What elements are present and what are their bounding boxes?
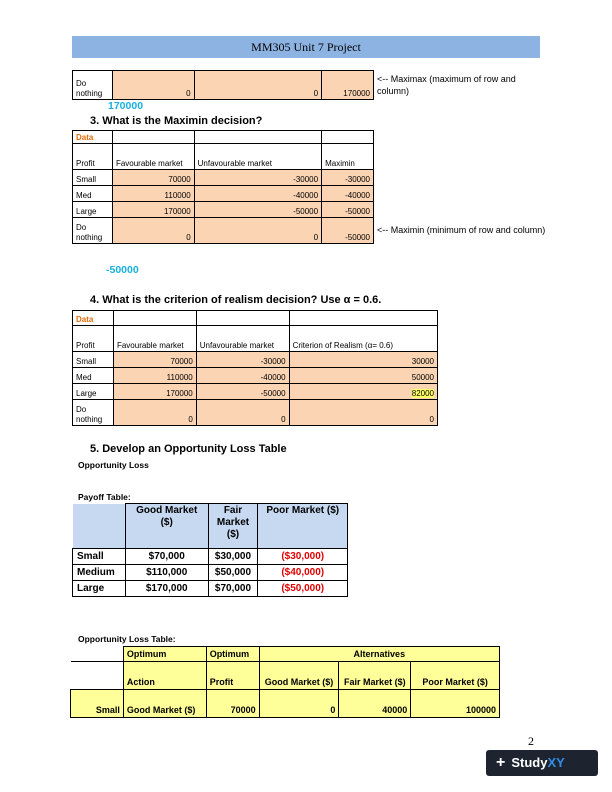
col-header: Alternatives — [259, 647, 499, 662]
payoff-title: Payoff Table: — [78, 492, 131, 502]
cell: 0 — [113, 400, 196, 426]
col-header: Profit — [206, 662, 259, 690]
cell: -40000 — [196, 368, 289, 384]
opportunity-loss-table — [70, 646, 500, 718]
cell: Good Market ($) — [123, 690, 206, 718]
data-label: Data — [73, 311, 114, 326]
cell: $170,000 — [125, 581, 208, 597]
cell: 100000 — [411, 690, 500, 718]
page-header: MM305 Unit 7 Project — [72, 36, 540, 58]
col-header: Fair Market ($) — [208, 504, 258, 549]
col-header: Favourable market — [112, 144, 194, 170]
cell: $70,000 — [125, 549, 208, 565]
cell: 70000 — [206, 690, 259, 718]
col-header: Profit — [73, 326, 114, 352]
col-header: Criterion of Realism (α= 0.6) — [289, 326, 437, 352]
cell: $110,000 — [125, 565, 208, 581]
maximax-table-tail — [72, 70, 374, 100]
col-header: Maximin — [322, 144, 374, 170]
col-header: Optimum — [206, 647, 259, 662]
cell: 170000 — [112, 202, 194, 218]
cell: $50,000 — [208, 565, 258, 581]
cell: 0 — [194, 71, 321, 100]
page-number: 2 — [528, 734, 534, 748]
cell: 50000 — [289, 368, 437, 384]
cell-negative: ($40,000) — [258, 565, 348, 581]
q3-heading: 3. What is the Maximin decision? — [90, 115, 263, 127]
opportunity-loss-subheading: Opportunity Loss — [78, 460, 149, 470]
row-label: Large — [73, 384, 114, 400]
maximax-result: 170000 — [108, 100, 144, 112]
cell: 0 — [112, 71, 194, 100]
payoff-table — [72, 503, 348, 597]
cell: -50000 — [194, 202, 321, 218]
col-header: Poor Market ($) — [258, 504, 348, 549]
realism-table — [72, 310, 438, 426]
col-header: Unfavourable market — [196, 326, 289, 352]
row-label: Large — [73, 202, 113, 218]
maximin-note: <-- Maximin (minimum of row and column) — [377, 225, 546, 235]
cell: $30,000 — [208, 549, 258, 565]
cell-negative: ($50,000) — [258, 581, 348, 597]
cell: 70000 — [113, 352, 196, 368]
cell: -30000 — [196, 352, 289, 368]
cell: -40000 — [194, 186, 321, 202]
col-header: Fair Market ($) — [339, 662, 411, 690]
cell-negative: ($30,000) — [258, 549, 348, 565]
row-label: Med — [73, 186, 113, 202]
cell: 70000 — [112, 170, 194, 186]
q4-heading: 4. What is the criterion of realism decision? Use α = 0.6. — [90, 294, 382, 306]
col-header: Poor Market ($) — [411, 662, 500, 690]
cell: 30000 — [289, 352, 437, 368]
cell: -40000 — [322, 186, 374, 202]
cell: 170000 — [322, 71, 374, 100]
cell: -30000 — [194, 170, 321, 186]
col-header: Good Market ($) — [125, 504, 208, 549]
maximin-result: -50000 — [106, 264, 139, 276]
row-label: Small — [73, 170, 113, 186]
row-label: Large — [73, 581, 126, 597]
cell: 0 — [259, 690, 339, 718]
col-header: Good Market ($) — [259, 662, 339, 690]
cell-highlighted: 82000 — [289, 384, 437, 400]
q5-heading: 5. Develop an Opportunity Loss Table — [90, 443, 287, 455]
cell: 0 — [196, 400, 289, 426]
row-label: Small — [71, 690, 124, 718]
row-label: Small — [73, 549, 126, 565]
maximin-table — [72, 130, 374, 244]
col-header: Action — [123, 662, 206, 690]
cell: 110000 — [112, 186, 194, 202]
studyxy-logo[interactable]: + StudyXY — [486, 750, 598, 776]
col-header: Profit — [73, 144, 113, 170]
row-label: Do nothing — [73, 400, 114, 426]
loss-table-title: Opportunity Loss Table: — [78, 634, 176, 644]
row-label: Do nothing — [73, 71, 113, 100]
cell: $70,000 — [208, 581, 258, 597]
cell: -50000 — [196, 384, 289, 400]
plus-icon: + — [496, 754, 506, 771]
cell: 110000 — [113, 368, 196, 384]
maximax-note: <-- Maximax (maximum of row and column) — [377, 74, 516, 96]
col-header: Favourable market — [113, 326, 196, 352]
cell: 0 — [194, 218, 321, 244]
cell: 40000 — [339, 690, 411, 718]
cell: -50000 — [322, 218, 374, 244]
row-label: Medium — [73, 565, 126, 581]
col-header: Unfavourable market — [194, 144, 321, 170]
row-label: Small — [73, 352, 114, 368]
cell: 170000 — [113, 384, 196, 400]
cell: -30000 — [322, 170, 374, 186]
row-label: Do nothing — [73, 218, 113, 244]
cell: -50000 — [322, 202, 374, 218]
cell: 0 — [289, 400, 437, 426]
col-header: Optimum — [123, 647, 206, 662]
cell: 0 — [112, 218, 194, 244]
row-label: Med — [73, 368, 114, 384]
data-label: Data — [73, 131, 113, 144]
